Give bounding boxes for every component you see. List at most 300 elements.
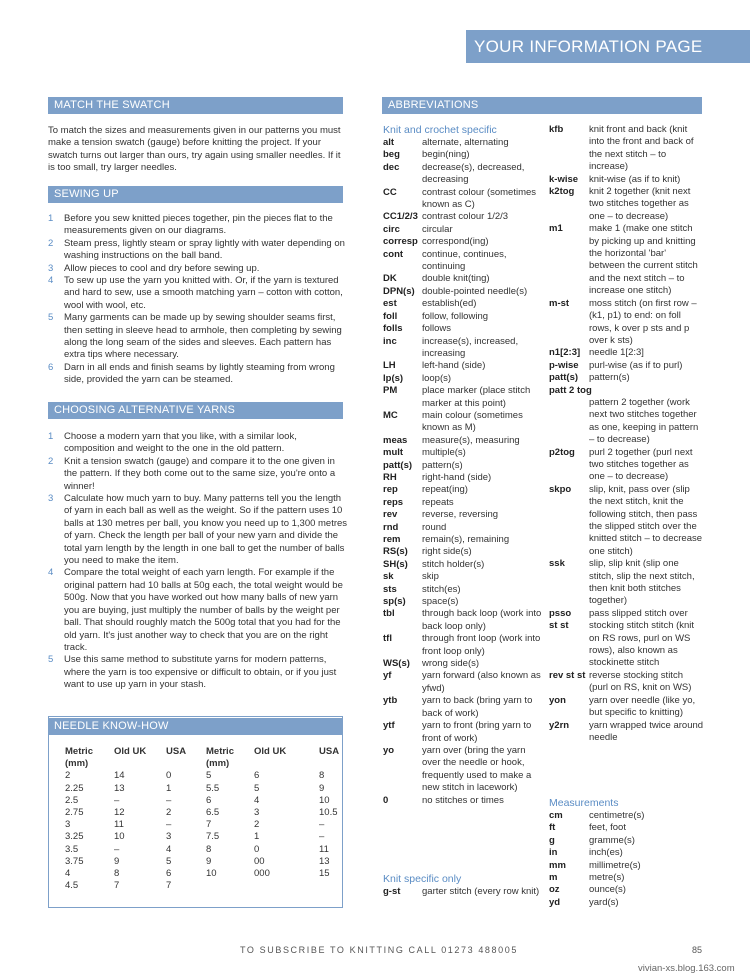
abbr-term: dec <box>383 161 400 173</box>
abbr-term: sts <box>383 583 397 595</box>
abbr-definition: alternate, alternating <box>422 137 509 148</box>
abbr-definition: right-hand (side) <box>422 471 492 483</box>
abbr-definition: contrast colour (sometimes known as C) <box>422 186 537 211</box>
needle-cell: 4 <box>254 794 260 806</box>
needle-cell: 9 <box>319 782 325 794</box>
abbr-term: sk <box>383 571 394 583</box>
abbr-entry <box>383 410 543 435</box>
abbr-definition: no stitches or times <box>422 794 504 806</box>
yarn-step-text: Use this same method to substitute yarns for modern patterns, where the yarn is too expensive or difficult to obtain, or if you just want to use up yarn in your stash. <box>64 654 337 691</box>
abbr-term: CC <box>383 186 397 198</box>
abbr-definition: right side(s) <box>422 546 472 558</box>
abbr-term: inc <box>383 335 397 347</box>
measure-term: ft <box>549 822 556 834</box>
measure-entry <box>549 897 704 909</box>
sewing-step-item <box>48 312 348 362</box>
needle-row <box>65 844 349 856</box>
measure-term: g <box>549 834 555 846</box>
abbr-definition: circular <box>422 223 453 235</box>
sewing-step-text: Many garments can be made up by sewing shoulder seams first, then setting in sleeve head to armhole, then completing by sewing along the long seam of the sides and sleeves. Each pattern has extra tips where necessary. <box>64 312 342 361</box>
abbr-term: rev <box>383 509 398 521</box>
abbr-term: CC1/2/3 <box>383 211 418 223</box>
abbr-entry <box>383 137 543 149</box>
abbr-definition: knit front and back (knit into the front and back of the next stitch – to increase) <box>589 124 694 173</box>
alternative-yarns-list <box>48 431 350 692</box>
abbr-term: patt(s) <box>383 459 413 471</box>
measure-term: in <box>549 847 558 859</box>
measure-definition: ounce(s) <box>589 884 626 896</box>
abbr-definition: repeats <box>422 496 454 508</box>
needle-cell <box>319 880 349 892</box>
abbr-term: reps <box>383 496 404 508</box>
yarn-step-text: Compare the total weight of each yarn length. For example if the original pattern had 10 balls at 50g each, the total weight would be 500g. Now that you have worked out how many balls of new yarn you are buying, just multiply the number of balls by the weight per ball. That should roughly match the 500g total that you had for the old yarn. It's just another way to check that you are on the right track. <box>64 567 343 653</box>
sewing-step-number: 3 <box>48 262 54 274</box>
abbr-entry <box>549 608 704 620</box>
abbr-term: alt <box>383 137 395 148</box>
abbr-definition: make 1 (make one stitch by picking up and knitting the horizontal 'bar' between the current stitch and the next stitch – to increase one stitch) <box>589 223 698 297</box>
needle-cell: – <box>114 843 120 855</box>
abbr-entry <box>383 336 543 361</box>
measure-entry <box>549 835 704 847</box>
abbr-term: est <box>383 298 397 310</box>
needle-cell: 14 <box>114 770 125 782</box>
abbr-term: circ <box>383 223 400 235</box>
abbr-definition: stitch(es) <box>422 583 461 595</box>
needle-cell: – <box>114 794 120 806</box>
abbr-definition: yarn to front (bring yarn to front of work) <box>422 720 532 744</box>
abbr-term: foll <box>383 310 398 322</box>
needle-cell: 000 <box>254 868 270 880</box>
needle-header: Old UK <box>254 746 287 757</box>
abbr-definition: moss stitch (on first row – (k1, p1) to end: on foll rows, k over p sts and p over k sts) <box>589 297 697 346</box>
abbr-term: ytb <box>383 695 398 707</box>
needle-cell: 2 <box>166 807 172 819</box>
abbr-term: cont <box>383 248 404 260</box>
abbr-definition: knit 2 together (knit next two stitches together as one – to decrease) <box>589 186 691 222</box>
needle-cell: 6 <box>254 770 260 782</box>
sewing-step-item <box>48 362 348 387</box>
yarn-step-item <box>48 654 350 691</box>
abbr-term: m-st <box>549 297 570 309</box>
needle-cell: 7 <box>166 880 172 892</box>
abbr-definition: double knit(ting) <box>422 273 490 285</box>
measure-definition: millimetre(s) <box>589 859 641 871</box>
sewing-step-text: Steam press, lightly steam or spray lightly with water depending on washing instructions on the ball band. <box>64 237 345 262</box>
abbr-term: RS(s) <box>383 546 408 558</box>
abbr-definition: slip, slip knit (slip one stitch, slip the next stitch, then knit both stitches together) <box>589 558 695 607</box>
sewing-step-number: 6 <box>48 361 54 373</box>
sewing-step-number: 5 <box>48 312 54 324</box>
abbr-entry <box>549 186 704 223</box>
abbr-term: meas <box>383 434 408 446</box>
abbr-definition: wrong side(s) <box>422 658 480 670</box>
abbr-term: tbl <box>383 608 395 620</box>
abbr-term: tfl <box>383 633 392 645</box>
abbr-entry <box>549 174 704 186</box>
abbr-term: rep <box>383 484 398 496</box>
measure-definition: inch(es) <box>589 847 623 859</box>
measure-entry <box>549 822 704 834</box>
needle-cell: 3 <box>254 807 260 819</box>
yarn-step-item <box>48 431 350 456</box>
abbr-entry <box>549 620 704 670</box>
needle-cell <box>254 880 319 892</box>
abbr-definition: garter stitch (every row knit) <box>422 886 540 897</box>
measure-term: oz <box>549 884 560 896</box>
needle-cell: 15 <box>319 868 330 880</box>
page-banner: YOUR INFORMATION PAGE <box>466 30 750 63</box>
abbr-entry <box>383 670 543 695</box>
abbr-term: yf <box>383 670 392 682</box>
yarn-step-item <box>48 493 350 567</box>
measure-definition: feet, foot <box>589 822 626 834</box>
measure-definition: metre(s) <box>589 872 625 884</box>
needle-cell: 3.75 <box>65 855 84 867</box>
measure-definition: yard(s) <box>589 896 619 908</box>
abbr-term: rnd <box>383 521 399 533</box>
abbr-term: MC <box>383 409 398 421</box>
abbr-entry <box>383 720 543 745</box>
abbr-term: DK <box>383 273 397 285</box>
abbr-term: ssk <box>549 558 565 570</box>
abbr-term: yon <box>549 694 566 706</box>
abbr-entry <box>383 534 543 546</box>
abbr-entry <box>383 633 543 658</box>
measurements-list <box>549 810 704 909</box>
abbr-entry <box>383 584 543 596</box>
needle-cell: 2.25 <box>65 782 84 794</box>
sewing-up-list <box>48 213 348 387</box>
needle-table <box>65 746 349 892</box>
abbr-term: ytf <box>383 720 395 732</box>
measure-entry <box>549 810 704 822</box>
abbreviations-column-1 <box>383 137 543 807</box>
yarn-step-number: 4 <box>48 567 54 579</box>
abbr-entry <box>383 484 543 496</box>
abbr-entry <box>383 298 543 310</box>
abbr-term: n1[2:3] <box>549 347 581 359</box>
abbr-term: patt(s) <box>549 372 579 384</box>
abbr-definition: yarn wrapped twice around needle <box>589 719 704 743</box>
abbr-entry <box>383 472 543 484</box>
measure-term: mm <box>549 859 566 871</box>
needle-cell: 7 <box>114 880 120 892</box>
sewing-step-item <box>48 275 348 312</box>
abbr-term: 0 <box>383 794 389 806</box>
needle-cell: 11 <box>114 819 124 831</box>
needle-cell: 8 <box>319 770 325 782</box>
needle-cell: 10 <box>319 794 330 806</box>
sewing-step-item <box>48 263 348 275</box>
abbr-entry <box>383 373 543 385</box>
abbr-entry <box>383 249 543 274</box>
needle-cell: 11 <box>319 843 329 855</box>
abbr-definition: begin(ning) <box>422 149 470 161</box>
alternative-yarns-heading: CHOOSING ALTERNATIVE YARNS <box>48 402 343 419</box>
needle-cell: 7.5 <box>206 831 220 843</box>
abbr-entry <box>383 460 543 472</box>
needle-cell: 3 <box>65 819 71 831</box>
abbr-definition: pattern(s) <box>589 372 630 384</box>
abbr-entry <box>383 224 543 236</box>
sewing-step-number: 2 <box>48 237 54 249</box>
abbr-term: sp(s) <box>383 596 406 608</box>
abbr-term: DPN(s) <box>383 285 415 297</box>
sewing-step-text: To sew up use the yarn you knitted with. Or, if the yarn is textured and hard to sew, use a smooth matching yarn – cotton with cotton, wool with wool, etc. <box>64 275 343 311</box>
abbr-definition: space(s) <box>422 596 459 608</box>
abbr-entry <box>383 522 543 534</box>
measure-definition: centimetre(s) <box>589 810 645 821</box>
sewing-up-heading: SEWING UP <box>48 186 343 203</box>
knit-only-subheading: Knit specific only <box>383 873 462 885</box>
needle-cell: 6 <box>206 794 212 806</box>
abbr-term: mult <box>383 447 404 459</box>
abbr-term: RH <box>383 471 397 483</box>
abbr-definition: purl-wise (as if to purl) <box>589 359 683 371</box>
needle-header: Metric (mm) <box>206 746 234 770</box>
abbr-definition: follow, following <box>422 310 489 322</box>
needle-header: USA <box>319 746 340 757</box>
abbr-entry <box>549 484 704 558</box>
abbr-entry <box>383 745 543 795</box>
abbr-entry <box>549 670 704 695</box>
abbr-definition: yarn forward (also known as yfwd) <box>422 670 541 694</box>
abbr-definition: contrast colour 1/2/3 <box>422 211 509 223</box>
abbr-term: y2rn <box>549 719 570 731</box>
watermark: vivian-xs.blog.163.com <box>638 963 735 974</box>
needle-cell: 13 <box>114 782 125 794</box>
page-number: 85 <box>692 945 703 955</box>
abbr-definition: skip <box>422 571 439 583</box>
abbr-definition: multiple(s) <box>422 447 466 459</box>
abbr-entry <box>383 695 543 720</box>
yarn-step-number: 3 <box>48 493 54 505</box>
abbr-entry <box>549 447 704 484</box>
match-swatch-text: To match the sizes and measurements given in our patterns you must make a tension swatch (gauge) before knitting the project. If your swatch turns out larger than ours, try again using smaller needles. If it is too small, try larger needles. <box>48 125 341 174</box>
measure-term: yd <box>549 896 561 908</box>
yarn-step-number: 2 <box>48 455 54 467</box>
needle-cell: 5 <box>206 770 212 782</box>
needle-cell: 0 <box>166 770 172 782</box>
abbr-entry <box>383 286 543 298</box>
needle-cell: 8 <box>206 843 212 855</box>
abbr-entry <box>383 311 543 323</box>
abbr-entry <box>383 211 543 223</box>
needle-cell: 5 <box>166 855 172 867</box>
yarn-step-item <box>48 567 350 654</box>
abbr-definition: knit-wise (as if to knit) <box>589 173 681 185</box>
needle-row <box>65 856 349 868</box>
yarn-step-number: 5 <box>48 654 54 666</box>
match-swatch-heading: MATCH THE SWATCH <box>48 97 343 114</box>
needle-row <box>65 819 349 831</box>
sewing-step-text: Darn in all ends and finish seams by lightly steaming from wrong side, provided the yarn can be steamed. <box>64 361 335 386</box>
abbr-definition: reverse stocking stitch (purl on RS, knit on WS) <box>589 669 692 694</box>
knit-only-list <box>383 886 543 898</box>
abbr-entry <box>383 385 543 410</box>
abbr-entry <box>383 795 543 807</box>
needle-cell: 10.5 <box>319 807 338 819</box>
abbr-definition: through back loop (work into back loop only) <box>422 608 542 632</box>
abbr-definition: loop(s) <box>422 372 452 384</box>
needle-row <box>65 831 349 843</box>
abbr-entry <box>549 223 704 297</box>
abbr-entry <box>549 695 704 720</box>
needle-cell: 2 <box>65 770 71 782</box>
abbr-definition: reverse, reversing <box>422 509 499 521</box>
yarn-step-text: Knit a tension swatch (gauge) and compare it to the one given in the pattern. If they both come out to the same size, you're onto a winner! <box>64 455 336 492</box>
abbr-entry <box>549 720 704 745</box>
abbr-term: kfb <box>549 124 564 135</box>
abbr-entry <box>549 124 704 174</box>
abbr-term: corresp <box>383 236 418 248</box>
abbr-entry <box>549 385 704 447</box>
abbr-entry <box>383 509 543 521</box>
knit-crochet-subheading: Knit and crochet specific <box>383 124 497 136</box>
needle-cell: – <box>319 831 325 843</box>
subscribe-footer: TO SUBSCRIBE TO KNITTING CALL 01273 488005 <box>240 945 518 955</box>
abbr-definition: left-hand (side) <box>422 360 486 372</box>
sewing-step-item <box>48 238 348 263</box>
abbr-entry <box>383 187 543 212</box>
abbr-term: skpo <box>549 483 572 495</box>
sewing-step-item <box>48 213 348 238</box>
abbr-term: p2tog <box>549 446 575 458</box>
abbr-term: k2tog <box>549 186 575 198</box>
needle-cell <box>206 880 254 892</box>
abbr-term: psso <box>549 607 572 619</box>
sewing-step-number: 4 <box>48 275 54 287</box>
abbr-definition: slip, knit, pass over (slip the next stitch, knit the following stitch, then pass the slipped stitch over the knitted stitch – to decrease one stitch) <box>589 483 703 557</box>
abbr-entry <box>383 608 543 633</box>
measure-definition: gramme(s) <box>589 834 635 846</box>
sewing-step-text: Before you sew knitted pieces together, pin the pieces flat to the measurements given on our diagrams. <box>64 213 333 237</box>
abbr-entry <box>383 273 543 285</box>
needle-cell: 5.5 <box>206 782 220 794</box>
abbr-term: LH <box>383 360 396 372</box>
abbr-term: beg <box>383 149 400 161</box>
abbr-term: PM <box>383 385 398 397</box>
abbr-term: st st <box>549 620 569 632</box>
abbr-term: patt 2 tog <box>549 384 592 396</box>
abbr-entry <box>383 149 543 161</box>
needle-cell: 3.5 <box>65 843 79 855</box>
abbr-entry <box>383 658 543 670</box>
needle-cell: 2.75 <box>65 807 84 819</box>
abbr-definition: correspond(ing) <box>422 236 489 248</box>
abbr-entry <box>383 447 543 459</box>
abbr-definition: pattern(s) <box>422 459 463 471</box>
needle-cell: 4.5 <box>65 880 79 892</box>
abbr-term: g-st <box>383 886 401 897</box>
needle-cell: 13 <box>319 855 330 867</box>
abbr-entry <box>383 596 543 608</box>
needle-cell: 5 <box>254 782 260 794</box>
abbr-entry <box>383 162 543 187</box>
abbr-definition: measure(s), measuring <box>422 434 520 446</box>
abbr-definition: increase(s), increased, increasing <box>422 335 519 359</box>
abbr-definition: double-pointed needle(s) <box>422 285 528 297</box>
needle-row <box>65 807 349 819</box>
measure-term: cm <box>549 810 563 821</box>
abbr-entry <box>383 559 543 571</box>
needle-cell: 9 <box>206 855 212 867</box>
abbr-definition: decrease(s), decreased, decreasing <box>422 161 525 186</box>
needle-header: USA <box>166 746 187 757</box>
needle-cell: – <box>166 794 172 806</box>
sewing-step-number: 1 <box>48 213 54 224</box>
abbreviations-heading: ABBREVIATIONS <box>382 97 702 114</box>
needle-row <box>65 880 349 892</box>
measure-entry <box>549 872 704 884</box>
abbr-definition: follows <box>422 323 452 335</box>
abbr-definition: needle 1[2:3] <box>589 347 644 359</box>
needle-cell: 1 <box>254 831 260 843</box>
abbr-entry <box>549 298 704 348</box>
abbr-definition: establish(ed) <box>422 298 477 310</box>
needle-row <box>65 770 349 782</box>
abbr-entry <box>383 360 543 372</box>
needle-cell: 7 <box>206 819 212 831</box>
sewing-step-text: Allow pieces to cool and dry before sewing up. <box>64 262 260 274</box>
measure-entry <box>549 884 704 896</box>
yarn-step-text: Calculate how much yarn to buy. Many patterns tell you the length of yarn in each ball as well as the weight. So if the pattern uses 10 balls at 130 metres per ball, you know you need up to 1,300 metres of yarn. Check the length per ball of your new yarn and divide the total yarn length by the length in one ball to get the number of balls you need to make the item. <box>64 493 348 567</box>
abbr-entry <box>383 546 543 558</box>
abbr-definition: stocking stitch stitch (knit on RS rows, purl on WS rows), also known as stockinette stitch <box>589 620 695 669</box>
abbr-term: rev st st <box>549 669 586 681</box>
needle-cell: 3 <box>166 831 172 843</box>
needle-cell: 8 <box>114 868 120 880</box>
abbr-term: SH(s) <box>383 558 408 570</box>
needle-cell: – <box>166 819 172 831</box>
needle-cell: 10 <box>206 868 217 880</box>
needle-row <box>65 868 349 880</box>
needle-header: Old UK <box>114 746 147 757</box>
abbr-term: m1 <box>549 223 563 235</box>
needle-cell: 6.5 <box>206 807 220 819</box>
needle-cell: 0 <box>254 843 260 855</box>
measure-entry <box>549 860 704 872</box>
needle-cell: 2 <box>254 819 260 831</box>
abbr-definition: place marker (place stitch marker at this point) <box>422 385 531 409</box>
abbr-entry <box>549 360 704 372</box>
needle-row <box>65 783 349 795</box>
needle-cell: 9 <box>114 855 120 867</box>
abbr-definition: yarn to back (bring yarn to back of work) <box>422 695 533 719</box>
needle-cell: 6 <box>166 868 172 880</box>
needle-cell: 10 <box>114 831 125 843</box>
abbr-term: folls <box>383 323 403 335</box>
needle-cell: 4 <box>65 868 71 880</box>
abbr-entry <box>549 558 704 608</box>
abbr-term: k-wise <box>549 173 579 185</box>
needle-cell: 3.25 <box>65 831 84 843</box>
abbr-entry <box>383 323 543 335</box>
abbr-term: WS(s) <box>383 658 410 670</box>
abbr-definition: main colour (sometimes known as M) <box>422 409 523 434</box>
abbr-definition: remain(s), remaining <box>422 534 510 545</box>
abbr-term: rem <box>383 534 401 545</box>
needle-cell: 4 <box>166 843 172 855</box>
needle-cell: – <box>319 819 325 831</box>
needle-know-how-heading: NEEDLE KNOW-HOW <box>48 718 343 735</box>
measure-term: m <box>549 872 558 884</box>
abbr-entry <box>383 886 543 898</box>
abbr-definition: pattern 2 together (work next two stitches together as one, keeping in pattern – to decrease) <box>589 396 699 446</box>
measure-entry <box>549 847 704 859</box>
abbr-definition: repeat(ing) <box>422 484 468 496</box>
needle-cell: 12 <box>114 807 125 819</box>
